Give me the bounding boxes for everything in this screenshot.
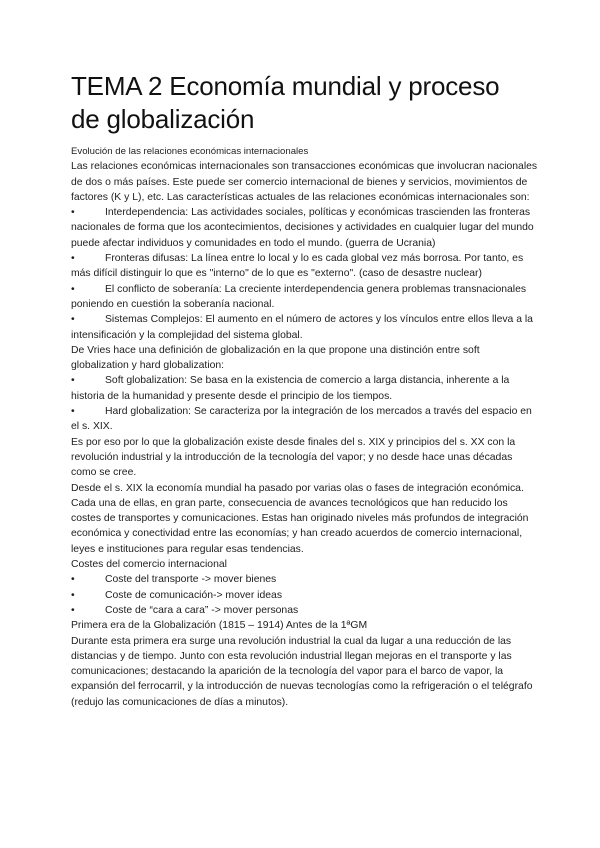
section-heading-evolucion: Evolución de las relaciones económicas internacionales [71, 146, 309, 157]
bullet-item-coste-cara-a-cara [71, 603, 539, 618]
bullet-item-hard-globalization [71, 404, 539, 435]
bullet-glyph: • [71, 253, 75, 265]
paragraph-primera-era: Durante esta primera era surge una revolución industrial la cual da lugar a una reducción de las distancias y de tiempo. Junto con esta revolución industrial llegan mejoras en el transporte y las comunicaciones; destacando la aparición de la tecnología del vapor para el barco de vapor, la expansión del ferrocarril, y la introducción de nuevas tecnologías como la refrigeración o el telégrafo (redujo las comunicaciones de días a minutos). [71, 635, 533, 708]
bullet-item-soberania [71, 282, 539, 313]
bullet-glyph: • [71, 207, 75, 219]
bullet-text: El conflicto de soberanía: La creciente interdependencia genera problemas transnacionales poniendo en cuestión la soberanía nacional. [71, 283, 527, 310]
bullet-text: Coste del transporte -> mover bienes [105, 574, 277, 586]
bullet-item-coste-transporte [71, 572, 539, 587]
paragraph-olas: Desde el s. XIX la economía mundial ha pasado por varias olas o fases de integración económica. Cada una de ellas, en gran parte, consecuencia de avances tecnológicos que han reducido los costes de transportes y comunicaciones. Estas han originado niveles más profundos de integración económica y conectividad entre las economías; y han creado acuerdos de comercio internacional, leyes e instituciones para regular esas tendencias. [71, 482, 529, 555]
section-heading-primera-era: Primera era de la Globalización (1815 – 1914) Antes de la 1ªGM [71, 620, 368, 632]
bullet-item-interdependencia [71, 205, 539, 251]
bullet-item-fronteras [71, 251, 539, 282]
paragraph-devries: De Vries hace una definición de globalización en la que propone una distinción entre soft globalization y hard globalization: [71, 344, 480, 372]
bullet-text: Interdependencia: Las actividades sociales, políticas y económicas trascienden las fronteras nacionales de forma que los acontecimientos, decisiones y actividades en cualquier lugar del mundo puede afectar individuos y comunidades en todo el mundo. (guerra de Ucrania) [71, 207, 534, 249]
paragraph-intro: Las relaciones económicas internacionales son transacciones económicas que involucran nacionales de dos o más países. Este puede ser comercio internacional de bienes y servicios, movimientos de factores (K y L), etc. Las características actuales de las relaciones económicas internacionales son: [71, 161, 538, 203]
document-body [71, 144, 539, 710]
paragraph-xix: Es por eso por lo que la globalización existe desde finales del s. XIX y principios del s. XX con la revolución industrial y la introducción de la tecnología del vapor; y no desde hace unas décadas como se cree. [71, 436, 516, 479]
title-line-1: TEMA 2 Economía mundial y proceso [71, 71, 500, 101]
bullet-glyph: • [71, 604, 75, 616]
bullet-glyph: • [71, 406, 75, 418]
bullet-item-soft-globalization [71, 373, 539, 404]
page-title [71, 70, 571, 136]
bullet-item-coste-comunicacion [71, 588, 539, 603]
bullet-text: Coste de comunicación-> mover ideas [105, 589, 283, 601]
section-heading-costes: Costes del comercio internacional [71, 559, 227, 571]
bullet-text: Coste de “cara a cara” -> mover personas [105, 604, 299, 616]
bullet-text: Fronteras difusas: La línea entre lo local y lo es cada global vez más borrosa. Por tanto, es más difícil distinguir lo que es "interno" de lo que es "externo". (caso de desastre nuclear) [71, 253, 524, 280]
title-line-2: de globalización [71, 104, 255, 134]
bullet-glyph: • [71, 589, 75, 601]
bullet-text: Soft globalization: Se basa en la existencia de comercio a larga distancia, inherente a la historia de la humanidad y presente desde el principio de los tiempos. [71, 375, 510, 402]
bullet-item-sistemas [71, 312, 539, 343]
bullet-text: Hard globalization: Se caracteriza por la integración de los mercados a través del espacio en el s. XIX. [71, 406, 532, 433]
bullet-glyph: • [71, 283, 75, 295]
bullet-glyph: • [71, 574, 75, 586]
bullet-glyph: • [71, 314, 75, 326]
bullet-glyph: • [71, 375, 75, 387]
bullet-text: Sistemas Complejos: El aumento en el número de actores y los vínculos entre ellos lleva a la intensificación y la complejidad del sistema global. [71, 314, 533, 341]
